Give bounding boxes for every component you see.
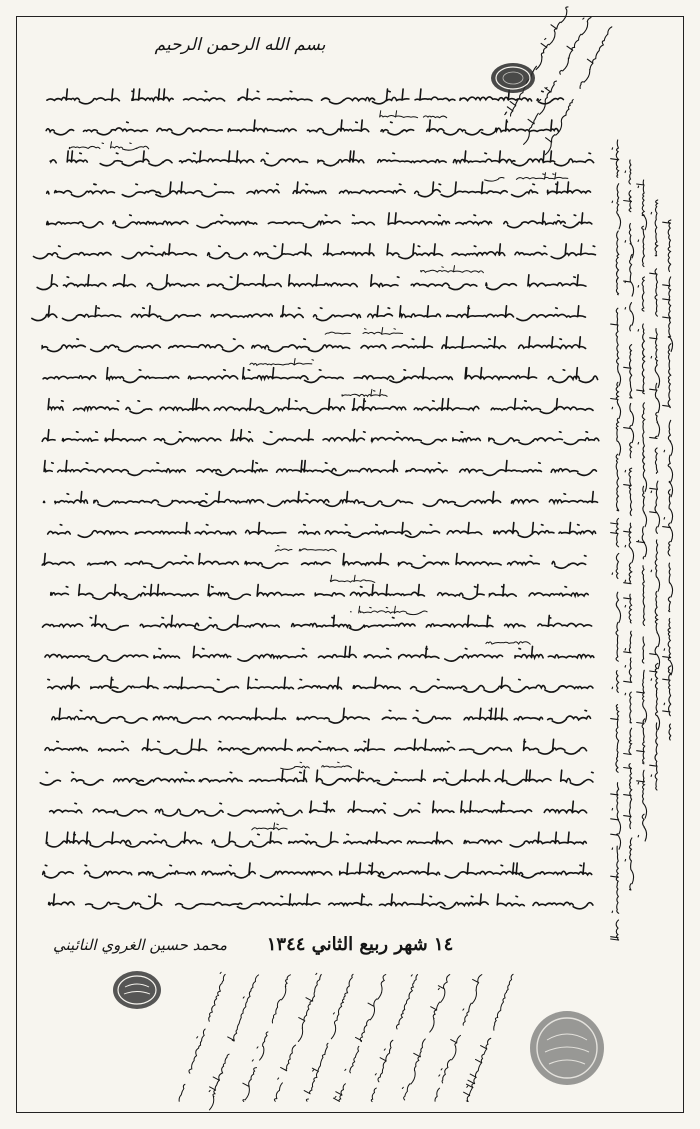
handwriting-line: [42, 554, 586, 569]
certification-note: [429, 972, 484, 1102]
handwriting-line: [301, 972, 356, 1102]
handwriting-line: [42, 337, 585, 352]
handwriting-line: [52, 708, 591, 723]
handwriting-line: [49, 894, 593, 909]
handwriting-line: [51, 585, 589, 600]
certification-note: [237, 972, 292, 1102]
handwritten-lines: [32, 89, 599, 909]
handwriting-line: [486, 642, 530, 645]
handwriting-line: [37, 275, 586, 290]
handwriting-line: [47, 213, 592, 228]
certification-note: [301, 972, 356, 1102]
handwriting-line: [250, 359, 314, 366]
handwriting-line: [46, 120, 558, 135]
handwriting-line: [45, 646, 594, 661]
margin-annotation-line: [611, 140, 621, 940]
handwriting-line: [663, 220, 673, 740]
certification-note: [333, 972, 388, 1102]
handwriting-line: [485, 173, 568, 181]
handwriting-line: [44, 461, 596, 476]
handwriting-line: [365, 972, 418, 1101]
handwriting-line: [269, 972, 324, 1102]
handwriting-line: [48, 523, 596, 538]
margin-annotation-line: [663, 220, 673, 740]
handwriting-line: [42, 430, 599, 445]
handwriting-line: [252, 823, 287, 830]
handwriting-line: [275, 546, 336, 552]
handwriting-line: [611, 140, 621, 940]
handwriting-line: [44, 492, 598, 507]
handwriting-line: [43, 368, 598, 383]
certification-note: [365, 972, 418, 1101]
handwriting-line: [421, 266, 484, 273]
handwriting-line: [48, 677, 593, 692]
handwriting-line: [40, 770, 593, 785]
handwriting-line: [351, 606, 428, 614]
handwriting-line: [47, 182, 591, 197]
certification-note: [202, 972, 260, 1110]
handwriting-line: [48, 399, 593, 414]
margin-annotation-line: [650, 200, 660, 790]
seal-bottom-right: [530, 1011, 604, 1085]
handwriting-line: [50, 151, 593, 166]
seal-top: [491, 63, 535, 93]
handwriting-line: [461, 972, 514, 1101]
handwriting-line: [281, 762, 352, 769]
handwriting-line: [330, 575, 375, 582]
date-line: ١٤ شهر ربيع الثاني ١٣٤٤: [266, 934, 454, 955]
handwriting-line: [237, 972, 292, 1102]
handwriting-line: [429, 972, 484, 1102]
handwriting-line: [333, 972, 388, 1102]
handwriting-line: [398, 972, 452, 1100]
handwriting-line: [174, 972, 226, 1102]
signature-text: محمد حسين الغروي النائيني: [53, 936, 227, 954]
margin-annotation-line: [624, 160, 634, 890]
certification-note: [174, 972, 226, 1102]
certification-note: [269, 972, 324, 1102]
certification-note: [398, 972, 452, 1100]
handwriting-line: [43, 863, 592, 878]
handwriting-line: [50, 801, 587, 816]
handwriting-line: [69, 142, 148, 150]
handwriting-line: [43, 615, 592, 630]
handwriting-line: [637, 180, 647, 841]
handwriting-line: [380, 111, 447, 118]
handwriting-line: [325, 328, 402, 335]
handwriting-line: [650, 200, 660, 790]
handwriting-line: [45, 739, 587, 754]
handwriting-line: [34, 244, 596, 259]
margin-annotation-line: [637, 180, 647, 841]
handwriting-line: [32, 306, 586, 321]
invocation-text: بسم الله الرحمن الرحيم: [154, 35, 326, 55]
certification-note: [461, 972, 514, 1101]
handwriting-line: [624, 160, 634, 890]
handwriting-line: [47, 89, 564, 104]
handwriting-line: [342, 389, 387, 396]
seal-bottom-left: [113, 971, 161, 1009]
handwriting-line: [46, 832, 586, 847]
handwriting-line: [202, 972, 260, 1110]
